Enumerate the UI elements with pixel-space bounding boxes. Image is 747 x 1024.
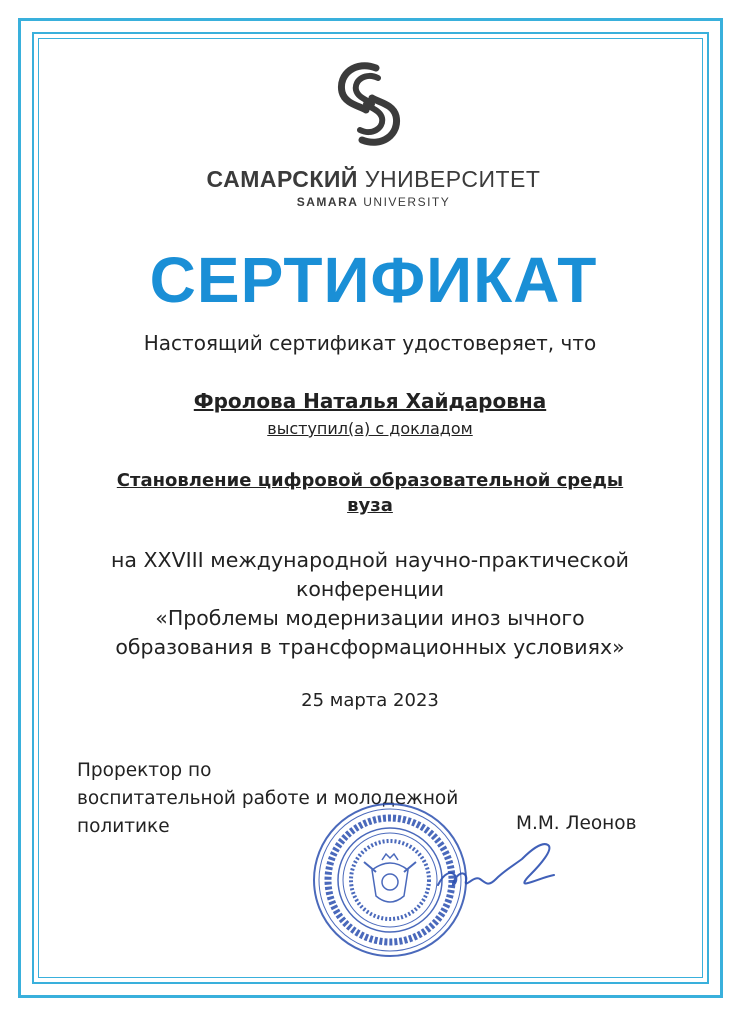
- conference-line4: образования в трансформационных условиях»: [115, 635, 625, 659]
- conference-description: [40, 546, 700, 662]
- samara-university-logo-icon: [332, 62, 406, 146]
- certificate-intro: Настоящий сертификат удостоверяет, что: [143, 331, 597, 355]
- conference-line2: конференции: [295, 577, 445, 601]
- university-name-light: УНИВЕРСИТЕТ: [364, 166, 541, 192]
- talk-title-line2: вуза: [347, 495, 393, 516]
- talk-title: [40, 468, 700, 518]
- university-name-ru: [0, 166, 747, 193]
- handwritten-signature-icon: [430, 835, 560, 905]
- conference-line1: на XXVIII международной научно-практической: [111, 548, 629, 572]
- signatory-title-line2: воспитательной работе и молодежной: [77, 788, 459, 809]
- university-name-bold: САМАРСКИЙ: [206, 166, 358, 192]
- certificate-date: 25 марта 2023: [301, 690, 439, 711]
- university-name-en: [0, 195, 747, 209]
- university-name-en-bold: SAMARA: [296, 195, 359, 209]
- recipient-name: Фролова Наталья Хайдаровна: [193, 389, 547, 413]
- certificate-title: СЕРТИФИКАТ: [149, 244, 598, 316]
- conference-line3: «Проблемы модернизации иноз ычного: [155, 606, 585, 630]
- talk-title-line1: Становление цифровой образовательной среды: [116, 470, 624, 491]
- recipient-role: выступил(а) с докладом: [267, 419, 473, 438]
- signatory-title-line1: Проректор по: [77, 760, 212, 781]
- signatory-name: М.М. Леонов: [516, 813, 637, 834]
- signatory-title-line3: политике: [77, 816, 170, 837]
- university-name-en-light: UNIVERSITY: [363, 195, 451, 209]
